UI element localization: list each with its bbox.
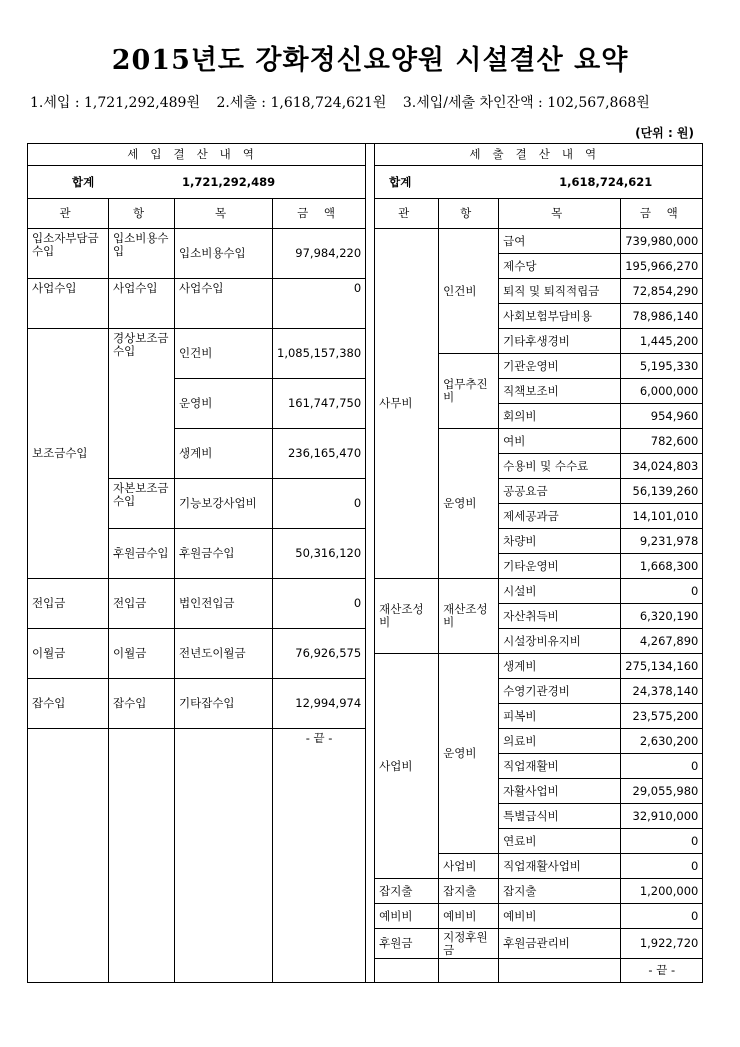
expense-empty-hang xyxy=(439,959,499,983)
expense-mok-cell: 제세공과금 xyxy=(499,504,621,529)
expense-amount-cell: 29,055,980 xyxy=(621,779,703,804)
income-amount-cell: 12,994,974 xyxy=(273,679,366,729)
expense-hang-cell: 예비비 xyxy=(439,904,499,929)
expense-col-amount: 금 액 xyxy=(621,199,703,229)
income-hang-cell: 후원금수입 xyxy=(109,529,175,579)
expense-amount-cell: 72,854,290 xyxy=(621,279,703,304)
expense-mok-cell: 생계비 xyxy=(499,654,621,679)
expense-end-mark: - 끝 - xyxy=(621,959,703,983)
expense-empty-mok xyxy=(499,959,621,983)
income-mok-cell: 전년도이월금 xyxy=(175,629,273,679)
income-hang-cell: 이월금 xyxy=(109,629,175,679)
expense-hang-cell: 재산조성비 xyxy=(439,579,499,654)
expense-total-row xyxy=(375,166,703,199)
expense-mok-cell: 직업재활비 xyxy=(499,754,621,779)
expense-gwan-cell: 예비비 xyxy=(375,904,439,929)
summary-expense: 2.세출 : 1,618,724,621원 xyxy=(216,95,387,111)
income-mok-cell: 사업수입 xyxy=(175,279,273,329)
expense-amount-cell: 32,910,000 xyxy=(621,804,703,829)
expense-total-label: 합계 xyxy=(389,174,412,189)
income-mok-cell: 법인전입금 xyxy=(175,579,273,629)
income-total-label: 합계 xyxy=(72,174,95,189)
expense-amount-cell: 0 xyxy=(621,754,703,779)
income-col-amount: 금 액 xyxy=(273,199,366,229)
expense-amount-cell: 782,600 xyxy=(621,429,703,454)
expense-mok-cell: 수영기관경비 xyxy=(499,679,621,704)
income-amount-cell: 0 xyxy=(273,479,366,529)
income-amount-cell: 0 xyxy=(273,279,366,329)
expense-amount-cell: 9,231,978 xyxy=(621,529,703,554)
income-hang-cell: 잡수입 xyxy=(109,679,175,729)
expense-mok-cell: 급여 xyxy=(499,229,621,254)
expense-amount-cell: 2,630,200 xyxy=(621,729,703,754)
income-mok-cell: 입소비용수입 xyxy=(175,229,273,279)
expense-mok-cell: 후원금관리비 xyxy=(499,929,621,959)
expense-amount-cell: 0 xyxy=(621,854,703,879)
expense-mok-cell: 의료비 xyxy=(499,729,621,754)
expense-mok-cell: 잡지출 xyxy=(499,879,621,904)
expense-gwan-cell: 사무비 xyxy=(375,229,439,579)
expense-amount-cell: 78,986,140 xyxy=(621,304,703,329)
income-hang-cell: 입소비용수입 xyxy=(109,229,175,279)
expense-mok-cell: 시설장비유지비 xyxy=(499,629,621,654)
expense-amount-cell: 0 xyxy=(621,829,703,854)
expense-hang-cell: 운영비 xyxy=(439,429,499,579)
income-mok-cell: 기타잡수입 xyxy=(175,679,273,729)
expense-mok-cell: 퇴직 및 퇴직적립금 xyxy=(499,279,621,304)
income-gwan-cell: 전입금 xyxy=(28,579,109,629)
expense-mok-cell: 공공요금 xyxy=(499,479,621,504)
expense-gwan-cell: 사업비 xyxy=(375,654,439,879)
expense-amount-cell: 275,134,160 xyxy=(621,654,703,679)
income-gwan-cell: 이월금 xyxy=(28,629,109,679)
expense-mok-cell: 사회보험부담비용 xyxy=(499,304,621,329)
income-hang-cell: 사업수입 xyxy=(109,279,175,329)
expense-mok-cell: 기관운영비 xyxy=(499,354,621,379)
expense-amount-cell: 6,000,000 xyxy=(621,379,703,404)
expense-amount-cell: 24,378,140 xyxy=(621,679,703,704)
income-amount-cell: 76,926,575 xyxy=(273,629,366,679)
expense-hang-cell: 운영비 xyxy=(439,654,499,854)
expense-mok-cell: 수용비 및 수수료 xyxy=(499,454,621,479)
income-empty-gwan xyxy=(28,729,109,983)
expense-amount-cell: 4,267,890 xyxy=(621,629,703,654)
income-amount-cell: 97,984,220 xyxy=(273,229,366,279)
expense-mok-cell: 여비 xyxy=(499,429,621,454)
income-header: 세입결산내역 xyxy=(28,144,366,166)
expense-amount-cell: 14,101,010 xyxy=(621,504,703,529)
expense-col-mok: 목 xyxy=(499,199,621,229)
expense-mok-cell: 특별급식비 xyxy=(499,804,621,829)
income-amount-cell: 0 xyxy=(273,579,366,629)
expense-mok-cell: 직책보조비 xyxy=(499,379,621,404)
expense-mok-cell: 자산취득비 xyxy=(499,604,621,629)
settlement-table xyxy=(27,143,703,983)
expense-mok-cell: 시설비 xyxy=(499,579,621,604)
income-amount-cell: 161,747,750 xyxy=(273,379,366,429)
expense-amount-cell: 6,320,190 xyxy=(621,604,703,629)
income-hang-cell: 자본보조금수입 xyxy=(109,479,175,529)
income-gwan-cell: 입소자부담금수입 xyxy=(28,229,109,279)
income-amount-cell: 236,165,470 xyxy=(273,429,366,479)
expense-hang-cell: 지정후원금 xyxy=(439,929,499,959)
income-mok-cell: 운영비 xyxy=(175,379,273,429)
income-gwan-cell: 잡수입 xyxy=(28,679,109,729)
expense-total-value: 1,618,724,621 xyxy=(559,174,653,189)
expense-empty-gwan xyxy=(375,959,439,983)
income-gwan-cell: 보조금수입 xyxy=(28,329,109,579)
income-mok-cell: 기능보강사업비 xyxy=(175,479,273,529)
expense-mok-cell: 회의비 xyxy=(499,404,621,429)
expense-col-gwan: 관 xyxy=(375,199,439,229)
expense-mok-cell: 피복비 xyxy=(499,704,621,729)
expense-mok-cell: 기타후생경비 xyxy=(499,329,621,354)
expense-amount-cell: 0 xyxy=(621,579,703,604)
income-total-row xyxy=(28,166,366,199)
income-col-mok: 목 xyxy=(175,199,273,229)
summary-balance: 3.세입/세출 차인잔액 : 102,567,868원 xyxy=(402,95,650,111)
income-end-mark: - 끝 - xyxy=(273,729,366,983)
expense-mok-cell: 기타운영비 xyxy=(499,554,621,579)
income-amount-cell: 1,085,157,380 xyxy=(273,329,366,379)
income-hang-cell: 경상보조금수입 xyxy=(109,329,175,479)
summary-line xyxy=(30,92,662,112)
unit-label: (단위 : 원) xyxy=(635,126,694,140)
expense-mok-cell: 차량비 xyxy=(499,529,621,554)
expense-hang-cell: 업무추진비 xyxy=(439,354,499,429)
expense-amount-cell: 5,195,330 xyxy=(621,354,703,379)
expense-header: 세출결산내역 xyxy=(375,144,703,166)
income-mok-cell: 생계비 xyxy=(175,429,273,479)
income-empty-mok xyxy=(175,729,273,983)
expense-col-hang: 항 xyxy=(439,199,499,229)
expense-amount-cell: 0 xyxy=(621,904,703,929)
income-total-value: 1,721,292,489 xyxy=(182,174,276,189)
expense-amount-cell: 1,445,200 xyxy=(621,329,703,354)
expense-amount-cell: 34,024,803 xyxy=(621,454,703,479)
expense-hang-cell: 사업비 xyxy=(439,854,499,879)
expense-mok-cell: 직업재활사업비 xyxy=(499,854,621,879)
income-mok-cell: 후원금수입 xyxy=(175,529,273,579)
income-hang-cell: 전입금 xyxy=(109,579,175,629)
expense-amount-cell: 1,200,000 xyxy=(621,879,703,904)
expense-amount-cell: 1,668,300 xyxy=(621,554,703,579)
page-title: 2015년도 강화정신요양원 시설결산 요약 xyxy=(111,45,629,76)
expense-amount-cell: 739,980,000 xyxy=(621,229,703,254)
expense-gwan-cell: 후원금 xyxy=(375,929,439,959)
expense-hang-cell: 잡지출 xyxy=(439,879,499,904)
summary-income: 1.세입 : 1,721,292,489원 xyxy=(30,95,200,111)
expense-mok-cell: 예비비 xyxy=(499,904,621,929)
expense-mok-cell: 제수당 xyxy=(499,254,621,279)
income-mok-cell: 인건비 xyxy=(175,329,273,379)
income-amount-cell: 50,316,120 xyxy=(273,529,366,579)
income-col-hang: 항 xyxy=(109,199,175,229)
income-col-gwan: 관 xyxy=(28,199,109,229)
expense-gwan-cell: 잡지출 xyxy=(375,879,439,904)
expense-amount-cell: 954,960 xyxy=(621,404,703,429)
expense-amount-cell: 1,922,720 xyxy=(621,929,703,959)
expense-mok-cell: 자활사업비 xyxy=(499,779,621,804)
expense-amount-cell: 56,139,260 xyxy=(621,479,703,504)
income-gwan-cell: 사업수입 xyxy=(28,279,109,329)
expense-hang-cell: 인건비 xyxy=(439,229,499,354)
expense-amount-cell: 23,575,200 xyxy=(621,704,703,729)
expense-mok-cell: 연료비 xyxy=(499,829,621,854)
income-empty-hang xyxy=(109,729,175,983)
expense-amount-cell: 195,966,270 xyxy=(621,254,703,279)
expense-gwan-cell: 재산조성비 xyxy=(375,579,439,654)
